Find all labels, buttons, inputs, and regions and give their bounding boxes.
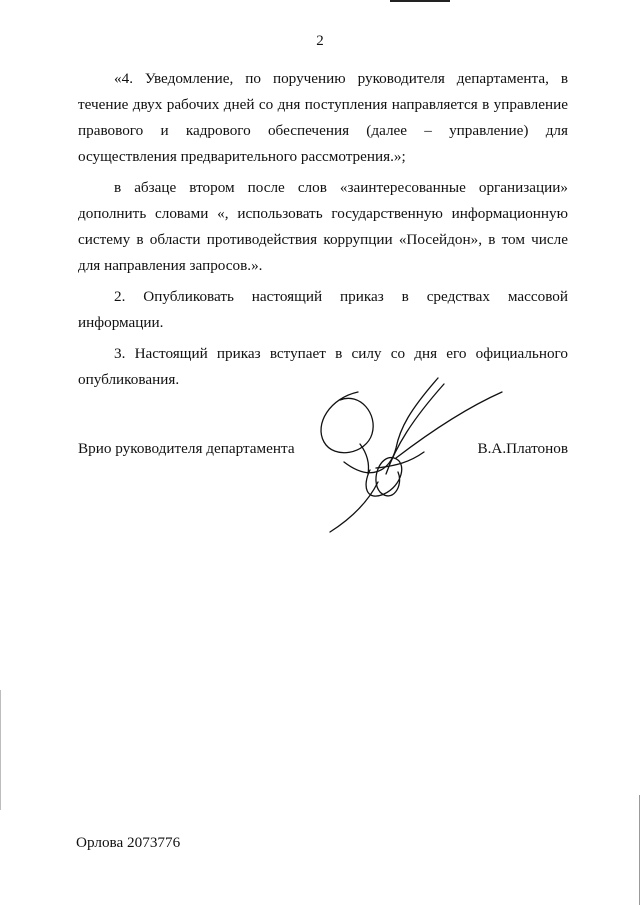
body-text — [78, 66, 568, 395]
scan-edge-left — [0, 690, 1, 810]
paragraph-item-4: «4. Уведомление, по поручению руководителя департамента, в течение двух рабочих дней со дня поступления направляется в управление правового и кадрового обеспечения (далее – управление) для осуществления предварительного рассмотрения.»; — [78, 70, 568, 165]
page-number: 2 — [316, 33, 324, 49]
signature-tail-stroke — [330, 482, 378, 532]
signature-swirl-stroke — [366, 458, 402, 497]
paragraph-publish: 2. Опубликовать настоящий приказ в средствах массовой информации. — [78, 288, 568, 331]
paragraph-second-abzac: в абзаце втором после слов «заинтересованные организации» дополнить словами «, использовать государственную информационную систему в области противодействия коррупции «Посейдон», в том числе для направления запросов.». — [78, 179, 568, 274]
signer-name: В.А.Платонов — [477, 440, 568, 457]
paragraph-effective: 3. Настоящий приказ вступает в силу со дня его официального опубликования. — [78, 345, 568, 388]
signer-title: Врио руководителя департамента — [78, 440, 295, 457]
signature-small-stroke — [360, 444, 369, 474]
top-rule — [390, 0, 450, 2]
signature-loop-stroke — [321, 392, 373, 453]
handwritten-signature — [300, 362, 510, 542]
executor-note: Орлова 2073776 — [76, 834, 181, 851]
